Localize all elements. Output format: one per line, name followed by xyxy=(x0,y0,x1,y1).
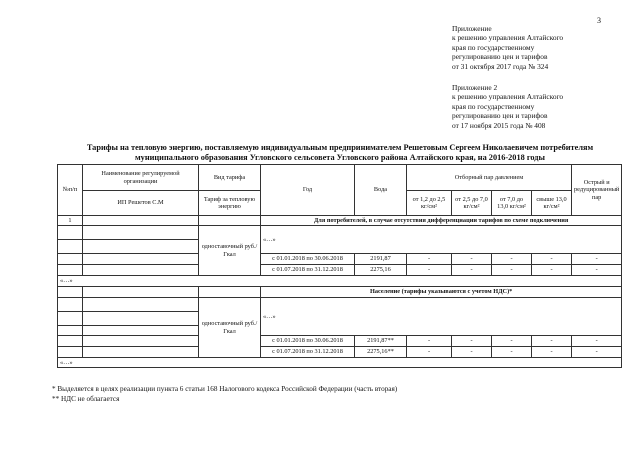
value-cell: - xyxy=(572,336,622,347)
appendix-line: Приложение xyxy=(452,24,492,33)
value-cell: - xyxy=(532,336,572,347)
header-tariff-type: Вид тарифа xyxy=(199,165,261,191)
section-1-header: Для потребителей, в случае отсутствия дифференциации тарифов по схеме подключения xyxy=(261,216,622,226)
footnote-2: ** НДС не облагается xyxy=(52,395,120,403)
period-cell: с 01.01.2018 по 30.06.2018 xyxy=(261,254,355,265)
ellipsis-row-2: «…» xyxy=(58,358,622,368)
value-cell: - xyxy=(407,265,452,276)
water-cell: 2275,16** xyxy=(355,347,407,358)
appendix-line: Приложение 2 xyxy=(452,83,498,92)
header-num: №п/п xyxy=(58,165,83,216)
appendix-line: регулированию цен и тарифов xyxy=(452,52,548,62)
document-title xyxy=(40,143,640,163)
value-cell: - xyxy=(407,336,452,347)
value-cell: - xyxy=(452,254,492,265)
header-steam-2: от 2,5 до 7,0 кг/см² xyxy=(452,191,492,216)
appendix-line: к решению управления Алтайского xyxy=(452,33,564,43)
value-cell: - xyxy=(572,347,622,358)
footnote-1: * Выделяется в целях реализации пункта 6 статьи 168 Налогового кодекса Российской Федерации (часть вторая) xyxy=(52,385,398,393)
row1-org: ИП Решетов С.М xyxy=(83,191,199,216)
header-steam-4: свыше 13,0 кг/см² xyxy=(532,191,572,216)
header-steam-1: от 1,2 до 2,5 кг/см² xyxy=(407,191,452,216)
value-cell: - xyxy=(492,336,532,347)
ellipsis-row-1: «…» xyxy=(58,276,622,287)
water-cell: 2275,16 xyxy=(355,265,407,276)
value-cell: - xyxy=(572,265,622,276)
appendix-block-2 xyxy=(452,83,563,130)
appendix-line: регулированию цен и тарифов xyxy=(452,111,548,121)
value-cell: - xyxy=(532,254,572,265)
value-cell: - xyxy=(452,336,492,347)
appendix-line: от 17 ноября 2015 года № 408 xyxy=(452,120,546,130)
ellipsis-2: «…» xyxy=(261,298,622,336)
value-cell: - xyxy=(492,254,532,265)
header-steam-3: от 7,0 до 13,0 кг/см² xyxy=(492,191,532,216)
period-cell: с 01.07.2018 по 31.12.2018 xyxy=(261,265,355,276)
period-cell: с 01.07.2018 по 31.12.2018 xyxy=(261,347,355,358)
value-cell: - xyxy=(532,347,572,358)
row1-type: Тариф за тепловую энергию xyxy=(199,191,261,216)
value-cell: - xyxy=(492,347,532,358)
appendix-line: края по государственному xyxy=(452,42,535,52)
appendix-line: к решению управления Алтайского xyxy=(452,92,564,102)
appendix-block-1 xyxy=(452,24,563,71)
value-cell: - xyxy=(452,347,492,358)
water-cell: 2191,87 xyxy=(355,254,407,265)
appendix-line: от 31 октября 2017 года № 324 xyxy=(452,61,549,71)
value-cell: - xyxy=(492,265,532,276)
period-cell: с 01.01.2018 по 30.06.2018 xyxy=(261,336,355,347)
header-sharp-steam: Острый и редуцированный пар xyxy=(572,165,622,216)
tariff-table xyxy=(57,164,622,368)
value-cell: - xyxy=(407,254,452,265)
header-water: Вода xyxy=(355,165,407,216)
header-org: Наименование регулируемой организации xyxy=(83,165,199,191)
value-cell: - xyxy=(452,265,492,276)
title-line: муниципального образования Угловского сельсовета Угловского района Алтайского края, на 2016-2018 годы xyxy=(135,153,545,162)
value-cell: - xyxy=(407,347,452,358)
appendix-line: края по государственному xyxy=(452,101,535,111)
row1-num: 1 xyxy=(58,216,83,226)
title-line: Тарифы на тепловую энергию, поставляемую индивидуальным предпринимателем Решетовым Сергеем Николаевичем потребителям xyxy=(86,143,594,152)
water-cell: 2191,87** xyxy=(355,336,407,347)
footnotes xyxy=(52,384,397,404)
page-number: 3 xyxy=(597,16,601,25)
value-cell: - xyxy=(532,265,572,276)
unit-label-1: одноставочный руб./Гкал xyxy=(199,226,261,276)
header-year: Год xyxy=(261,165,355,216)
section-2-header: Население (тарифы указываются с учетом НДС)* xyxy=(261,287,622,298)
ellipsis-1: «…» xyxy=(261,226,622,254)
unit-label-2: одноставочный руб./Гкал xyxy=(199,298,261,358)
value-cell: - xyxy=(572,254,622,265)
header-steam: Отборный пар давлением xyxy=(407,165,572,191)
